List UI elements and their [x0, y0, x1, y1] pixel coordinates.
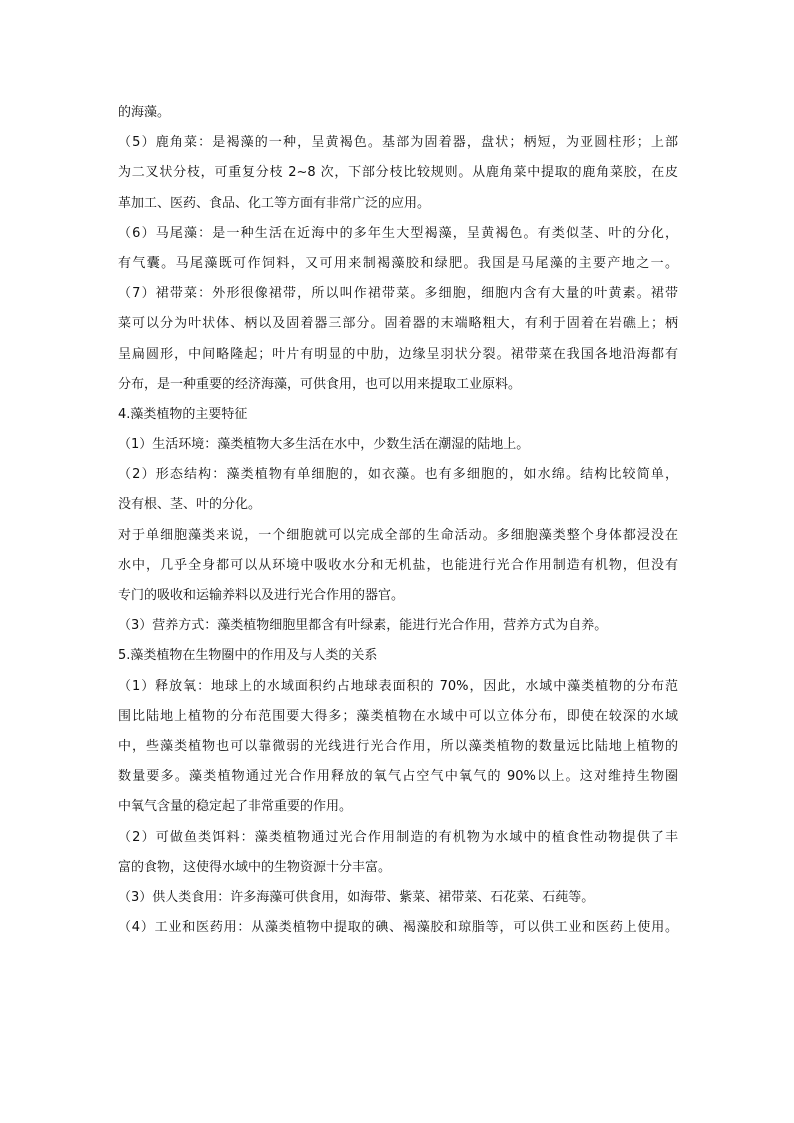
- text-line: 水中，几乎全身都可以从环境中吸收水分和无机盐，也能进行光合作用制造有机物，但没有: [118, 557, 678, 573]
- text-line: （2）形态结构：藻类植物有单细胞的，如衣藻。也有多细胞的，如水绵。结构比较简单，: [118, 467, 678, 483]
- text-line: 数量要多。藻类植物通过光合作用释放的氧气占空气中氧气的 90%以上。这对维持生物圈: [118, 769, 678, 785]
- text-line: （3）营养方式：藻类植物细胞里都含有叶绿素，能进行光合作用，营养方式为自养。: [118, 618, 608, 634]
- text-line: 专门的吸收和运输养料以及进行光合作用的器官。: [118, 588, 405, 603]
- text-line: 为二叉状分枝，可重复分枝 2~8 次，下部分枝比较规则。从鹿角菜中提取的鹿角菜胶，在皮: [118, 165, 678, 181]
- text-line: 富的食物，这使得水域中的生物资源十分丰富。: [118, 859, 392, 875]
- section-heading: 5.藻类植物在生物圈中的作用及与人类的关系: [118, 648, 378, 664]
- text-line: 革加工、医药、食品、化工等方面有非常广泛的应用。: [118, 195, 431, 211]
- document-body: [118, 98, 678, 943]
- text-line: （6）马尾藻：是一种生活在近海中的多年生大型褐藻，呈黄褐色。有类似茎、叶的分化，: [118, 225, 678, 241]
- text-line: （1）释放氧：地球上的水域面积约占地球表面积的 70%，因此，水域中藻类植物的分布范: [118, 678, 678, 694]
- text-line: 中，些藻类植物也可以靠微弱的光线进行光合作用，所以藻类植物的数量远比陆地上植物的: [118, 738, 678, 754]
- text-line: 呈扁圆形，中间略隆起；叶片有明显的中肋，边缘呈羽状分裂。裙带菜在我国各地沿海都有: [118, 346, 678, 362]
- text-line: （5）鹿角菜：是褐藻的一种，呈黄褐色。基部为固着器，盘状；柄短，为亚圆柱形；上部: [118, 135, 678, 151]
- text-line: （2）可做鱼类饵料：藻类植物通过光合作用制造的有机物为水域中的植食性动物提供了丰: [118, 829, 678, 845]
- text-line: （3）供人类食用：许多海藻可供食用，如海带、紫菜、裙带菜、石花菜、石莼等。: [118, 889, 595, 905]
- text-line: 围比陆地上植物的分布范围要大得多；藻类植物在水域中可以立体分布，即使在较深的水域: [118, 708, 678, 724]
- text-line: 中氧气含量的稳定起了非常重要的作用。: [118, 799, 353, 815]
- text-line: 对于单细胞藻类来说，一个细胞就可以完成全部的生命活动。多细胞藻类整个身体都浸没在: [118, 527, 678, 543]
- section-heading: 4.藻类植物的主要特征: [118, 406, 248, 422]
- text-line: 菜可以分为叶状体、柄以及固着器三部分。固着器的末端略粗大，有利于固着在岩礁上；柄: [118, 316, 678, 332]
- text-line: 分布，是一种重要的经济海藻，可供食用，也可以用来提取工业原料。: [118, 376, 522, 392]
- text-line: （7）裙带菜：外形很像裙带，所以叫作裙带菜。多细胞，细胞内含有大量的叶黄素。裙带: [118, 286, 678, 302]
- text-line: 没有根、茎、叶的分化。: [118, 497, 262, 513]
- text-line: 有气囊。马尾藻既可作饲料，又可用来制褐藻胶和绿肥。我国是马尾藻的主要产地之一。: [118, 255, 678, 271]
- text-line: 的海藻。: [118, 105, 171, 120]
- text-line: （4）工业和医药用：从藻类植物中提取的碘、褐藻胶和琼脂等，可以供工业和医药上使用。: [118, 920, 678, 936]
- text-line: （1）生活环境：藻类植物大多生活在水中，少数生活在潮湿的陆地上。: [118, 437, 530, 453]
